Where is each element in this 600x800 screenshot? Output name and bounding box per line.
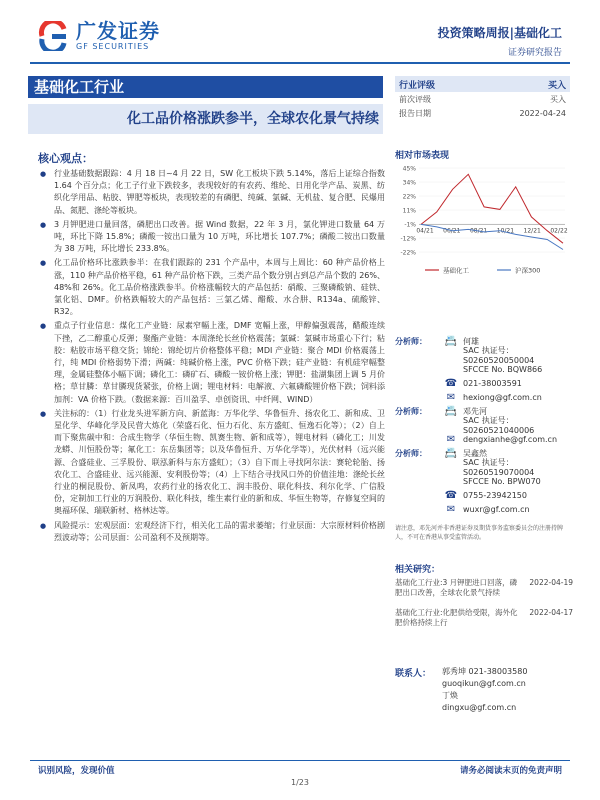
analyst-label: 分析师：: [395, 336, 427, 346]
analyst-email[interactable]: dengxianhe@gf.com.cn: [463, 434, 558, 444]
y-tick-label: 34%: [402, 179, 416, 187]
header-divider: [30, 62, 570, 64]
report-header: [0, 0, 600, 64]
analyst-list: [395, 334, 573, 516]
id-card-icon: 📇: [444, 405, 458, 417]
contact-heading: 联系人：: [395, 669, 432, 679]
analyst-detail: SAC 执证号：S0260521040006: [463, 416, 535, 435]
chart-svg: [393, 160, 571, 280]
previous-rating-label: 前次评级: [399, 94, 431, 104]
gf-logo: [38, 20, 160, 51]
analyst-detail: SAC 执证号：S0260519070004: [463, 458, 535, 477]
contact-row: 郭秀坤 021-38003580: [442, 667, 528, 676]
bullet-text: ● 3 月钾肥进口量回落，磷肥出口改善。据 Wind 数据，22 年 3 月，氯化钾进口数量 64 万吨，环比下降 15.8%；磷酸一铵出口量为 10 万吨，环比增长 107.7%；磷酸二铵出口数量为 38 万吨，环比增长 233.8%。: [54, 219, 385, 254]
x-tick-label: 04/21: [416, 227, 434, 235]
analyst-detail: 0755-23942150: [463, 490, 527, 500]
analyst-row: [395, 502, 573, 516]
compliance-note: 请注意，邓先河并非香港证券及期货事务监察委员会的注册持牌人，不可在香港从事受监管活动。: [395, 525, 564, 541]
analyst-row: [395, 390, 573, 404]
x-tick-label: 10/21: [496, 227, 515, 235]
y-tick-label: -12%: [400, 235, 416, 243]
bullet-text: ● 风险提示：宏观层面：宏观经济下行，相关化工品的需求萎缩；行业层面：大宗原材料价格剧烈波动等；公司层面：公司盈利不及预期等。: [54, 520, 385, 542]
related-research-heading: 相关研究：: [395, 565, 441, 575]
previous-rating-row: [395, 92, 570, 106]
series-line-1: [421, 224, 563, 249]
x-tick-label: 02/22: [550, 227, 568, 235]
email-icon: ✉: [446, 391, 456, 403]
analyst-row: [395, 458, 573, 477]
list-item: [40, 408, 385, 518]
bullet-text: ● 关注标的：（1）行业龙头进军新方向、新蓝海：万华化学、华鲁恒升、扬农化工、新和成、卫星化学、华峰化学及民营大炼化（荣盛石化、恒力石化、东方盛虹、恒逸石化等）；（2）自上而下聚焦碳中和：合成生物学（华恒生物、凯赛生物、新和成等），锂电材料（磷化工；川发龙蟒、川恒股份等；氟化工：东岳集团等；以及华鲁恒升、万华化学等），光伏材料（远兴能源、合盛硅业、三孚股份、联泓新科与东方盛虹）；（3）自下而上寻找阿尔法：赛轮轮胎、扬农化工、合盛硅业、远兴能源、安利股份等；（4）上下结合寻找风口外的价值洼地：涤纶长丝行业的桐昆股份、新凤鸣，农药行业的扬农化工、润丰股份、联化科技、利尔化学、广信股份，定制加工行业的万润股份、联化科技，维生素行业的新和成、华恒生物等，存修复空间的奥福环保、瑞联新材、格林达等。: [54, 408, 385, 516]
id-card-icon: 📇: [444, 335, 458, 347]
bullet-text: ● 行业基础数据跟踪：4 月 18 日~4 月 22 日，SW 化工板块下跌 5.14%，落后上证综合指数 1.64 个百分点；化工子行业下跌较多，表现较好的有农药、维纶、日用化学产品、炭黑、纺织化学用品、粘胶、钾肥等板块，表现较差的有磷肥、纯碱、氯碱、无机盐、复合肥、民爆用品、氮肥、涤纶等板块。: [54, 169, 385, 215]
analyst-row: [395, 346, 573, 365]
list-item: [40, 168, 385, 217]
list-item: [40, 257, 385, 318]
analyst-row: [395, 376, 573, 390]
report-date-row: [395, 106, 570, 120]
title-banner: [28, 76, 383, 148]
logo-en-text: GF SECURITIES: [76, 42, 150, 51]
analyst-detail: SAC 执证号：S0260520050004: [463, 346, 535, 365]
report-category: 证券研究报告: [507, 48, 562, 58]
contact-email[interactable]: dingxu@gf.com.cn: [442, 703, 517, 712]
core-views-heading: 核心观点：: [38, 152, 93, 165]
analyst-detail: 何雄: [463, 336, 479, 346]
related-title[interactable]: 基础化工行业:化肥供给受限，海外化肥价格持续上行: [395, 608, 518, 627]
related-item[interactable]: [395, 578, 573, 598]
analyst-label: 分析师：: [395, 448, 427, 458]
report-type-title: 投资策略周报|基础化工: [437, 26, 562, 40]
contact-email[interactable]: guoqikun@gf.com.cn: [442, 679, 526, 688]
gf-logo-icon: [38, 21, 70, 51]
rating-value: 买入: [547, 80, 566, 91]
y-tick-label: -1%: [404, 221, 416, 229]
related-title[interactable]: 基础化工行业:3 月钾肥进口回落，磷肥出口改善，全球农化景气持续: [395, 578, 518, 597]
analyst-row: [395, 362, 573, 376]
x-tick-label: 08/21: [469, 227, 488, 235]
analyst-row: [395, 474, 573, 488]
rating-header: [395, 76, 570, 92]
analyst-detail: 021-38003591: [463, 378, 522, 388]
id-card-icon: 📇: [444, 447, 458, 459]
legend-label: 基础化工: [443, 266, 469, 275]
logo-cn-text: 广发证券: [76, 19, 160, 43]
rating-box: [395, 76, 570, 120]
analyst-label: 分析师：: [395, 406, 427, 416]
analyst-row: [395, 488, 573, 502]
industry-title: 基础化工行业: [28, 76, 383, 98]
core-views-list: [40, 168, 385, 546]
previous-rating-value: 买入: [550, 94, 566, 104]
analyst-detail: 邓先河: [463, 406, 487, 416]
analyst-detail: 吴鑫然: [463, 448, 487, 458]
y-tick-label: 11%: [402, 207, 416, 215]
report-date-value: 2022-04-24: [519, 108, 566, 118]
email-icon: ✉: [446, 503, 456, 515]
analyst-email[interactable]: hexiong@gf.com.cn: [463, 392, 542, 402]
analyst-row: [395, 416, 573, 435]
legend-label: 沪深300: [515, 266, 541, 275]
analyst-email[interactable]: wuxr@gf.com.cn: [463, 504, 530, 514]
analyst-row: [395, 432, 573, 446]
analyst-detail: SFCCE No. BPW070: [463, 476, 541, 486]
related-item[interactable]: [395, 608, 573, 628]
rating-label: 行业评级: [399, 80, 436, 91]
x-tick-label: 06/21: [443, 227, 461, 235]
footer-divider: [30, 760, 570, 761]
y-tick-label: 22%: [402, 193, 416, 201]
analyst-detail: SFCCE No. BQW866: [463, 364, 543, 374]
page-number: 1/23: [291, 778, 309, 787]
contact-row: 丁焕: [442, 691, 458, 700]
list-item: [40, 520, 385, 544]
bullet-text: ● 重点子行业信息：煤化工产业链：尿素窄幅上涨，DMF 宽幅上涨，甲醇偏强震荡，醋酸连续下挫，乙二醇重心反弹；聚酯产业链：本周涤纶长丝价格震荡；氯碱：氯碱市场重心下行；粘胶：粘胶市场平稳交货；锦纶：锦纶切片价格整体平稳；MDI 产业链：聚合 MDI 价格震荡上行，纯 MDI 价格弱势下滑；两碱：纯碱价格上涨，PVC 价格下跌；硅产业链：有机硅窄幅整理，金属硅整体小幅下调；磷化工：磷矿石、磷酸一铵价格上涨；钾肥：盐湖集团上调 5 月价格；草甘膦：草甘膦现货紧张，价格上调；锂电材料：电解液、六氟磷酸锂价格下跌；饲料添加剂：VA 价格下跌。（数据来源：百川盈孚、卓创资讯、中纤网、WIND）: [54, 321, 385, 404]
report-headline: 化工品价格涨跌参半，全球农化景气持续: [28, 104, 383, 134]
phone-icon: ☎: [444, 377, 458, 389]
footer-slogan: 识别风险，发现价值: [38, 766, 115, 776]
footer-disclaimer: 请务必阅读末页的免责声明: [459, 766, 562, 776]
y-tick-label: 45%: [402, 165, 416, 173]
report-date-label: 报告日期: [399, 108, 431, 118]
relative-performance-chart: [393, 160, 571, 280]
y-tick-label: -22%: [400, 249, 416, 257]
email-icon: ✉: [446, 433, 456, 445]
list-item: [40, 219, 385, 256]
x-tick-label: 12/21: [523, 227, 541, 235]
relative-performance-heading: 相对市场表现: [395, 151, 450, 161]
list-item: [40, 320, 385, 405]
related-date: 2022-04-17: [529, 608, 573, 617]
bullet-text: ● 化工品价格环比涨跌参半：在我们跟踪的 231 个产品中，本周与上周比：60 种产品价格上涨，110 种产品价格平稳，61 种产品价格下跌，三类产品个数分别占到总产品个数的 26%、48%和 26%。化工品价格涨跌参半。价格涨幅较大的产品包括：硝酸、三聚磷酸钠、硅铁、氯化铝、DMF。价格跌幅较大的产品包括：三氯乙烯、醋酸、水合肼、R134a、硫酸锌、R32。: [54, 258, 385, 317]
related-date: 2022-04-19: [529, 578, 573, 587]
related-research-list: [395, 578, 573, 638]
contact-list: [442, 666, 572, 714]
phone-icon: ☎: [444, 489, 458, 501]
